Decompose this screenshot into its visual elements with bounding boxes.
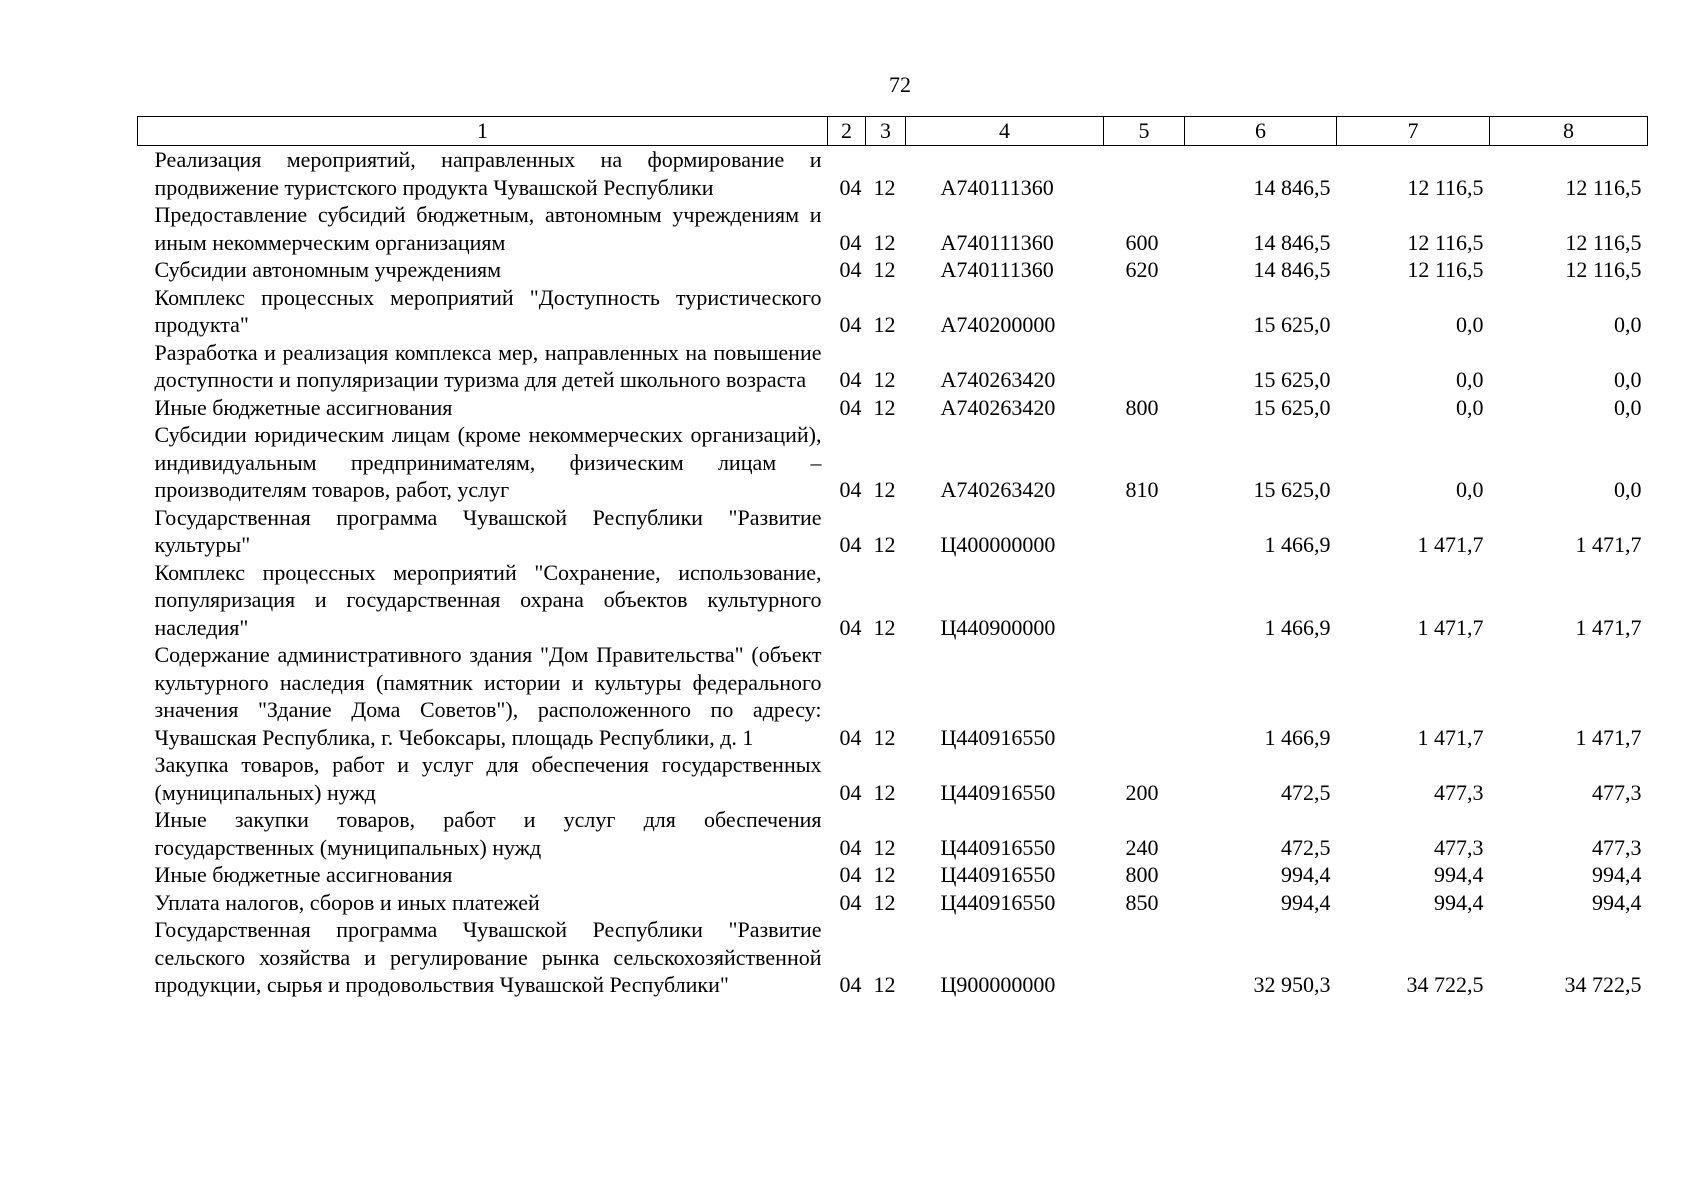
table-row: [138, 916, 1648, 999]
row-amount-2: 12 116,5: [1407, 174, 1484, 200]
row-target-article: Ц440916550: [940, 779, 1056, 805]
table-row: [138, 146, 1648, 202]
row-amount-1: 1 466,9: [1264, 614, 1331, 640]
row-section: 04: [839, 367, 862, 392]
row-amount-2: 0,0: [1456, 394, 1484, 420]
row-expense-type: 850: [1125, 889, 1159, 915]
table-row: [138, 751, 1648, 806]
row-target-article: Ц440916550: [940, 889, 1056, 915]
row-subsection: 12: [873, 532, 896, 557]
row-amount-1: 472,5: [1281, 834, 1331, 860]
row-section: 04: [839, 779, 862, 805]
table-header: [138, 117, 1648, 146]
row-name: Государственная программа Чувашской Республики "Развитие сельского хозяйства и регулирование рынка сельскохозяйственной продукции, сырья и продовольствия Чувашской Республики": [154, 917, 822, 997]
row-name: Комплекс процессных мероприятий "Сохранение, использование, популяризация и государственная охрана объектов культурного наследия": [154, 559, 822, 640]
row-amount-1: 15 625,0: [1253, 312, 1331, 337]
page-number: 72: [889, 72, 911, 97]
row-subsection: 12: [873, 614, 896, 640]
row-amount-1: 14 846,5: [1253, 257, 1331, 282]
row-amount-3: 0,0: [1614, 312, 1642, 337]
row-target-article: Ц440916550: [940, 834, 1056, 860]
row-amount-1: 994,4: [1281, 862, 1331, 887]
row-section: 04: [839, 394, 862, 420]
row-subsection: 12: [873, 257, 896, 282]
row-section: 04: [839, 834, 862, 860]
row-amount-3: 1 471,7: [1575, 724, 1642, 750]
row-subsection: 12: [873, 312, 896, 337]
row-subsection: 12: [873, 174, 896, 200]
row-subsection: 12: [873, 834, 896, 860]
table-row: [138, 256, 1648, 284]
table-row: [138, 861, 1648, 889]
row-amount-3: 1 471,7: [1575, 532, 1642, 557]
row-amount-3: 1 471,7: [1575, 614, 1642, 640]
row-name: Государственная программа Чувашской Республики "Развитие культуры": [154, 504, 822, 557]
row-target-article: Ц900000000: [940, 972, 1056, 997]
row-name: Реализация мероприятий, направленных на формирование и продвижение туристского продукта Чувашской Республики: [154, 147, 822, 200]
row-subsection: 12: [873, 862, 896, 887]
row-amount-1: 14 846,5: [1253, 229, 1331, 255]
row-section: 04: [839, 724, 862, 750]
row-amount-2: 12 116,5: [1407, 229, 1484, 255]
table-row: [138, 889, 1648, 917]
row-expense-type: [1104, 146, 1185, 202]
row-name: Предоставление субсидий бюджетным, автономным учреждениям и иным некоммерческим организациям: [154, 202, 822, 255]
row-expense-type: 620: [1125, 257, 1159, 282]
row-amount-1: 1 466,9: [1264, 532, 1331, 557]
row-amount-3: 477,3: [1592, 779, 1642, 805]
row-amount-1: 14 846,5: [1253, 174, 1331, 200]
row-amount-2: 12 116,5: [1407, 257, 1484, 282]
row-name: Субсидии юридическим лицам (кроме некоммерческих организаций), индивидуальным предпринимателям, физическим лицам – производителям товаров, работ, услуг: [154, 422, 822, 502]
row-expense-type: [1104, 916, 1185, 999]
header-cell-3: 3: [866, 117, 906, 146]
row-target-article: А740111360: [940, 229, 1054, 255]
table-row: [138, 504, 1648, 559]
row-name: Разработка и реализация комплекса мер, направленных на повышение доступности и популяризации туризма для детей школьного возраста: [154, 339, 822, 392]
row-amount-2: 994,4: [1434, 889, 1484, 915]
row-subsection: 12: [873, 724, 896, 750]
row-name: Субсидии автономным учреждениям: [154, 257, 502, 282]
row-expense-type: [1104, 559, 1185, 642]
table-row: [138, 201, 1648, 256]
row-section: 04: [839, 477, 862, 502]
row-expense-type: [1104, 339, 1185, 394]
row-target-article: А740263420: [940, 367, 1056, 392]
row-amount-1: 472,5: [1281, 779, 1331, 805]
table-row: [138, 559, 1648, 642]
table-row: [138, 284, 1648, 339]
row-target-article: Ц400000000: [940, 532, 1056, 557]
row-subsection: 12: [873, 477, 896, 502]
row-section: 04: [839, 312, 862, 337]
row-expense-type: 600: [1125, 229, 1159, 255]
row-name: Комплекс процессных мероприятий "Доступность туристического продукта": [154, 284, 822, 337]
row-amount-3: 34 722,5: [1564, 972, 1642, 997]
row-expense-type: 240: [1125, 834, 1159, 860]
row-target-article: А740111360: [940, 257, 1054, 282]
row-expense-type: 800: [1125, 862, 1159, 887]
row-name: Содержание административного здания "Дом Правительства" (объект культурного наследия (памятник истории и культуры федерального значения "Здание Дома Советов"), расположенного по адресу: Чувашская Республика, г. Чебоксары, площадь Республики, д. 1: [154, 642, 822, 750]
row-section: 04: [839, 229, 862, 255]
row-section: 04: [839, 532, 862, 557]
row-expense-type: [1104, 641, 1185, 751]
row-amount-3: 12 116,5: [1565, 229, 1642, 255]
row-amount-2: 0,0: [1456, 367, 1484, 392]
row-target-article: Ц440916550: [940, 724, 1056, 750]
row-amount-2: 1 471,7: [1417, 724, 1484, 750]
row-subsection: 12: [873, 889, 896, 915]
row-name: Уплата налогов, сборов и иных платежей: [154, 889, 540, 915]
row-expense-type: [1104, 284, 1185, 339]
row-target-article: А740111360: [940, 174, 1054, 200]
row-amount-1: 15 625,0: [1253, 394, 1331, 420]
row-subsection: 12: [873, 972, 896, 997]
row-amount-3: 12 116,5: [1565, 257, 1642, 282]
row-section: 04: [839, 862, 862, 887]
row-amount-3: 994,4: [1592, 889, 1642, 915]
header-cell-8: 8: [1490, 117, 1648, 146]
row-amount-1: 15 625,0: [1253, 477, 1331, 502]
header-cell-4: 4: [906, 117, 1104, 146]
row-amount-3: 0,0: [1614, 367, 1642, 392]
row-amount-3: 994,4: [1592, 862, 1642, 887]
row-subsection: 12: [873, 779, 896, 805]
row-amount-2: 0,0: [1456, 312, 1484, 337]
row-expense-type: 800: [1125, 394, 1159, 420]
table-row: [138, 806, 1648, 861]
header-cell-2: 2: [828, 117, 866, 146]
row-amount-1: 15 625,0: [1253, 367, 1331, 392]
row-amount-2: 1 471,7: [1417, 614, 1484, 640]
budget-table: [137, 116, 1648, 999]
row-amount-2: 994,4: [1434, 862, 1484, 887]
row-name: Иные закупки товаров, работ и услуг для обеспечения государственных (муниципальных) нужд: [154, 807, 822, 860]
row-section: 04: [839, 614, 862, 640]
header-row: [138, 117, 1648, 146]
row-amount-2: 477,3: [1434, 779, 1484, 805]
row-amount-2: 1 471,7: [1417, 532, 1484, 557]
table-row: [138, 421, 1648, 504]
row-amount-2: 34 722,5: [1406, 972, 1484, 997]
row-subsection: 12: [873, 394, 896, 420]
row-section: 04: [839, 257, 862, 282]
table-row: [138, 394, 1648, 422]
row-amount-3: 0,0: [1614, 394, 1642, 420]
row-amount-3: 477,3: [1592, 834, 1642, 860]
table-row: [138, 641, 1648, 751]
row-target-article: А740263420: [940, 477, 1056, 502]
table-row: [138, 339, 1648, 394]
row-amount-1: 1 466,9: [1264, 724, 1331, 750]
row-name: Иные бюджетные ассигнования: [154, 394, 453, 420]
row-amount-3: 0,0: [1614, 477, 1642, 502]
row-name: Иные бюджетные ассигнования: [154, 862, 453, 887]
row-expense-type: [1104, 504, 1185, 559]
row-subsection: 12: [873, 367, 896, 392]
table-body: [138, 146, 1648, 999]
row-amount-1: 32 950,3: [1253, 972, 1331, 997]
header-cell-1: 1: [138, 117, 828, 146]
header-cell-6: 6: [1185, 117, 1337, 146]
row-amount-2: 0,0: [1456, 477, 1484, 502]
row-subsection: 12: [873, 229, 896, 255]
row-amount-3: 12 116,5: [1565, 174, 1642, 200]
row-target-article: Ц440916550: [940, 862, 1056, 887]
header-cell-5: 5: [1104, 117, 1185, 146]
header-cell-7: 7: [1337, 117, 1490, 146]
row-target-article: А740200000: [940, 312, 1056, 337]
row-expense-type: 200: [1125, 779, 1159, 805]
row-section: 04: [839, 972, 862, 997]
row-amount-1: 994,4: [1281, 889, 1331, 915]
row-section: 04: [839, 174, 862, 200]
row-target-article: А740263420: [940, 394, 1056, 420]
row-section: 04: [839, 889, 862, 915]
row-target-article: Ц440900000: [940, 614, 1056, 640]
row-name: Закупка товаров, работ и услуг для обеспечения государственных (муниципальных) нужд: [154, 752, 822, 805]
row-expense-type: 810: [1125, 477, 1159, 502]
row-amount-2: 477,3: [1434, 834, 1484, 860]
